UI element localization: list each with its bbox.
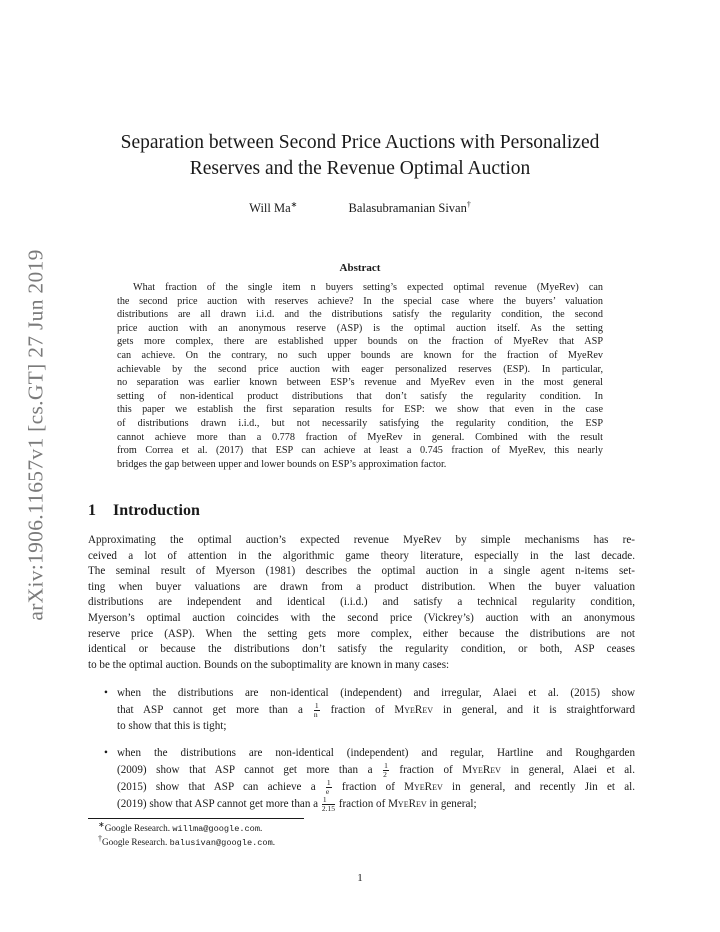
- arxiv-identifier: arXiv:1906.11657v1 [cs.GT] 27 Jun 2019: [23, 249, 48, 621]
- author-1-footnote-mark: ∗: [290, 199, 298, 209]
- introduction-line: reserve price (ASP). When the setting gets more complex, either because the distributions are not: [88, 627, 635, 640]
- abstract-line: the second price auction with reserves achieve? In the special case where the buyers’ valuation: [117, 295, 603, 307]
- bullet-2-line-4: (2019) show that ASP cannot get more than a $\frac{1}{2.15}$ fraction of MyeRev in general;: [117, 794, 477, 813]
- abstract-body: [117, 281, 603, 471]
- abstract-line: this paper we establish the first separation results for ESP: we show that even in the case: [117, 404, 603, 416]
- abstract-line: achievable by the second price auction with eager personalized reserves (ESP). In particular,: [117, 363, 603, 375]
- bullet-item-2: [88, 746, 635, 813]
- abstract-line: from Correa et al. (2017) that ESP can achieve at least a 0.745 fraction of MyeRev, this nearly: [117, 445, 603, 457]
- introduction-line: ceived a lot of attention in the algorithmic game theory literature, especially in the last decade.: [88, 549, 635, 562]
- abstract-line: bridges the gap between upper and lower bounds on ESP’s approximation factor.: [117, 458, 447, 470]
- bullet-marker: •: [104, 747, 108, 760]
- abstract-line: setting of non-identical product distributions that don’t satisfy the regularity condition. In: [117, 390, 603, 402]
- footnote-2: †Google Research. balusivan@google.com.: [98, 833, 276, 848]
- abstract-line: no separation was earlier known between ESP’s revenue and MyeRev even in the most general: [117, 377, 603, 389]
- author-1: [249, 201, 297, 216]
- section-number: 1: [88, 502, 96, 519]
- introduction-line: Myerson’s optimal auction coincides with the second price (Vickrey’s) auction with an anonymous: [88, 611, 635, 624]
- abstract-line: can achieve. On the contrary, no such upper bounds are known for the fraction of MyeRev: [117, 349, 603, 361]
- page-number: 1: [357, 872, 363, 884]
- bullet-2-line-1: when the distributions are non-identical (independent) and regular, Hartline and Roughgarden: [117, 747, 635, 760]
- paper-title-line-2: Reserves and the Revenue Optimal Auction: [189, 158, 531, 179]
- abstract-line: of distributions drawn i.i.d., but not necessarily satisfying the regularity condition, the ESP: [117, 417, 603, 429]
- introduction-paragraph: [88, 533, 635, 673]
- fraction-1-over-e: $\frac{1}{e}$: [325, 777, 331, 796]
- author-2: [348, 201, 470, 216]
- fraction-1-over-2-15: $\frac{1}{2.15}$: [321, 794, 335, 813]
- author-list: [0, 201, 720, 216]
- introduction-line: ting when buyer valuations are drawn from a product distribution. When the buyer valuation: [88, 580, 635, 593]
- introduction-line: identical or because the distributions don’t satisfy the regularity condition, or both, ASP ceases: [88, 643, 635, 656]
- section-title: Introduction: [113, 502, 200, 519]
- bullet-list: [88, 686, 635, 825]
- abstract-line: cannot achieve more than a 0.778 fraction of MyeRev in general. Combined with the result: [117, 431, 603, 443]
- bullet-marker: •: [104, 687, 108, 699]
- author-2-name: Balasubramanian Sivan: [348, 201, 467, 215]
- abstract-line: gets more complex, there are established upper bounds on the fraction of MyeRev that ASP: [117, 336, 603, 348]
- author-1-name: Will Ma: [249, 201, 291, 215]
- bullet-2-line-2: (2009) show that ASP cannot get more than a $\frac{1}{2}$ fraction of MyeRev in general, Alaei et al.: [117, 760, 636, 779]
- footnote-1: ∗Google Research. willma@google.com.: [98, 819, 263, 834]
- bullet-1-line-2: that ASP cannot get more than a $\frac{1}{n}$ fraction of MyeRev in general, and it is straightforward: [117, 700, 635, 719]
- introduction-line: to be the optimal auction. Bounds on the suboptimality are known in many cases:: [88, 658, 450, 671]
- bullet-1-line-1: when the distributions are non-identical (independent) and irregular, Alaei et al. (2015) show: [117, 687, 635, 699]
- paper-title-line-1: Separation between Second Price Auctions with Personalized: [120, 132, 600, 153]
- introduction-line: The seminal result of Myerson (1981) describes the optimal auction in a single agent n-items set-: [88, 565, 635, 578]
- footnote-2-email: balusivan@google.com: [169, 838, 273, 848]
- introduction-line: distributions are independent and identical (i.i.d.) and satisfy a technical regularity condition,: [88, 596, 635, 609]
- arxiv-sidebar-stamp: [16, 230, 56, 640]
- section-heading-introduction: [88, 502, 200, 520]
- footnote-1-email: willma@google.com: [172, 824, 260, 834]
- bullet-1-line-3: to show that this is tight;: [117, 719, 227, 732]
- abstract-line: price auction with an anonymous reserve (ASP) is the optimal auction itself. As the setting: [117, 322, 603, 334]
- abstract-line: What fraction of the single item n buyers setting’s expected optimal revenue (MyeRev) can: [133, 282, 603, 293]
- paper-title: [90, 130, 630, 182]
- abstract-heading: Abstract: [339, 262, 381, 274]
- author-2-footnote-mark: †: [466, 199, 471, 209]
- fraction-1-over-n: $\frac{1}{n}$: [313, 700, 319, 719]
- footnote-rule: [88, 818, 304, 819]
- bullet-item-1: [88, 686, 635, 734]
- introduction-line: Approximating the optimal auction’s expected revenue MyeRev by simple mechanisms has re-: [88, 534, 635, 546]
- fraction-1-over-2: $\frac{1}{2}$: [383, 760, 388, 779]
- abstract-line: distributions are all drawn i.i.d. and the distributions satisfy the regularity condition, the second: [117, 309, 603, 321]
- bullet-2-line-3: (2015) show that ASP can achieve a $\frac{1}{e}$ fraction of MyeRev in general, and recently Jin et al.: [117, 777, 635, 796]
